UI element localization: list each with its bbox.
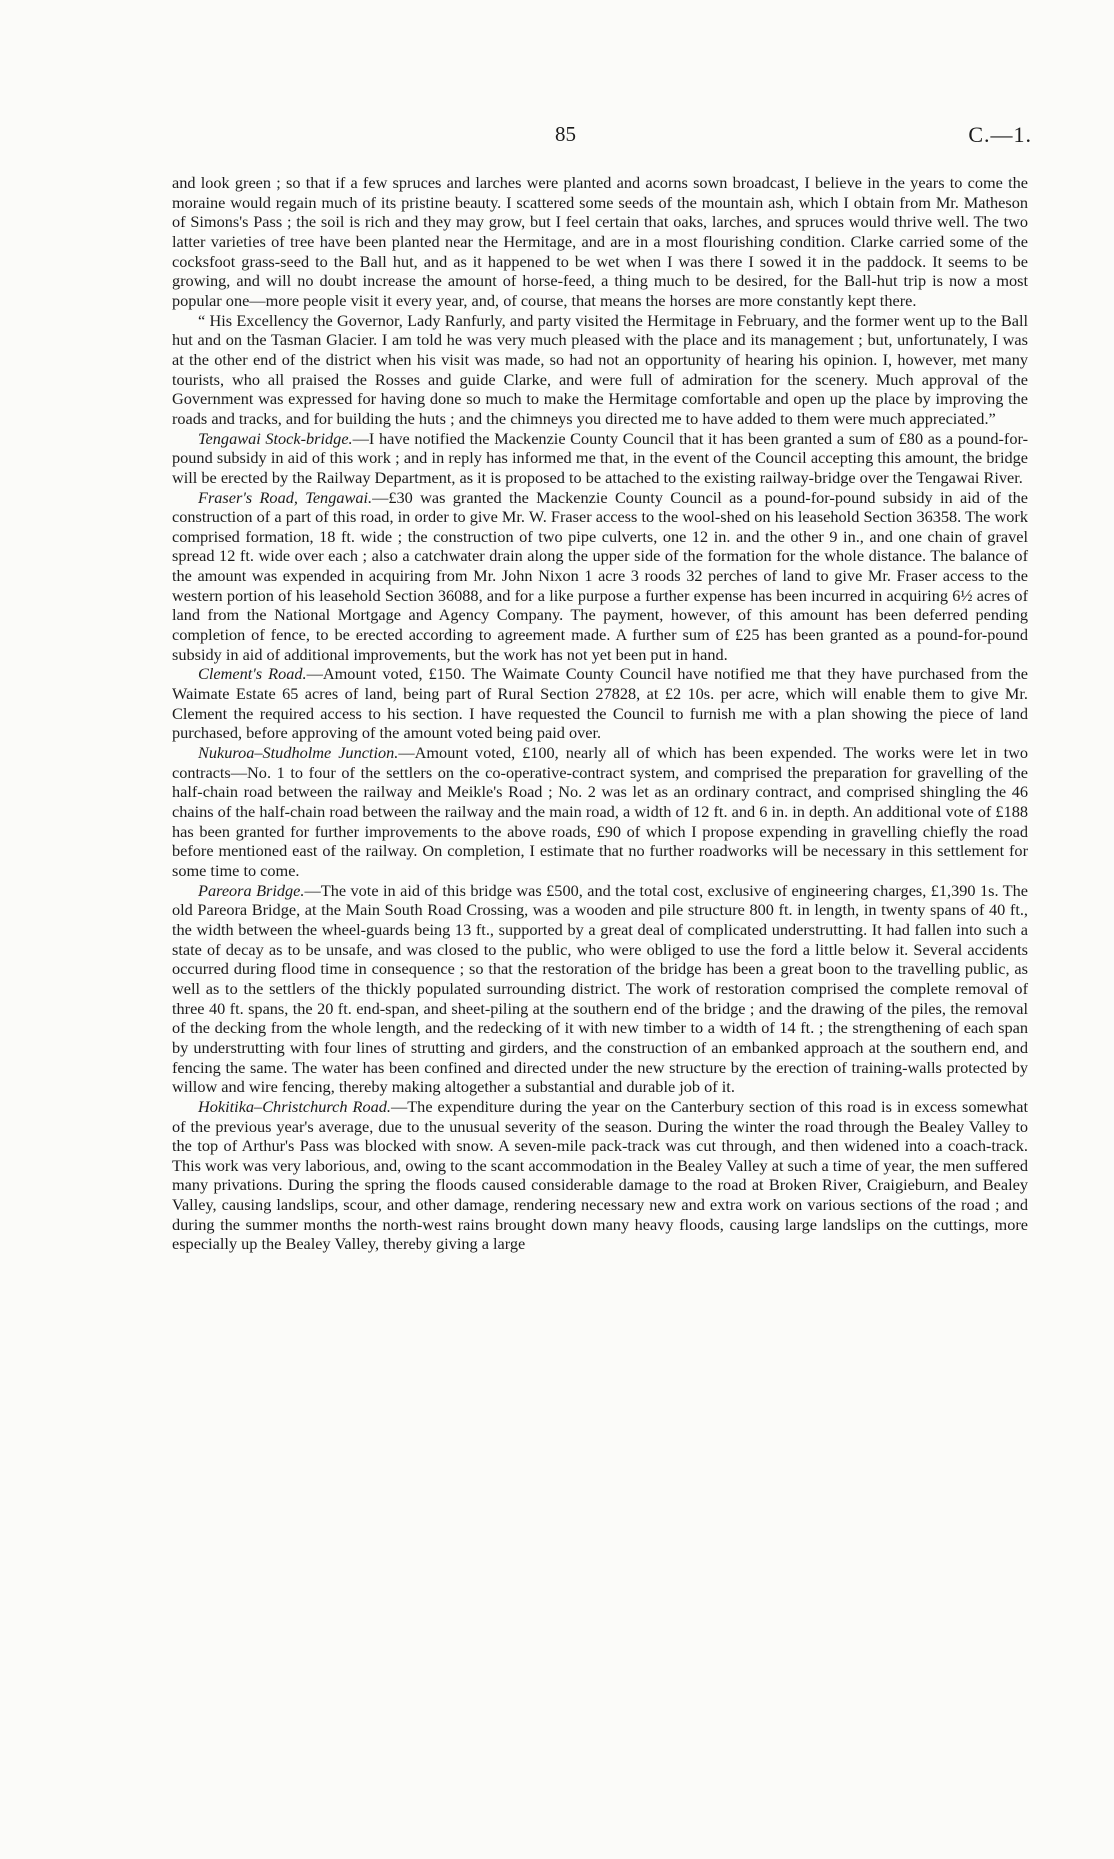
page-header (0, 122, 1114, 152)
body-text (172, 173, 1028, 1254)
paragraph-text: “ His Excellency the Governor, Lady Ranfurly, and party visited the Hermitage in February, and the former went up to the Ball hut and on the Tasman Glacier. I am told he was very much pleased with the place and its management ; but, unfortunately, I was at the other end of the district when his visit was made, so had not an opportunity of hearing his opinion. I, however, met many tourists, who all praised the Rosses and guide Clarke, and were full of admiration for the scenery. Much approval of the Government was expressed for having done so much to make the Hermitage comfortable and open up the place by improving the roads and tracks, and for building the huts ; and the chimneys you directed me to have added to them were much appreciated.” (172, 310, 1028, 428)
paragraph-hokitika-christchurch-road (172, 1097, 1028, 1254)
paragraph-heading: Clement's Road. (198, 664, 307, 684)
paragraph-frasers-road (172, 488, 1028, 665)
paragraph-text: and look green ; so that if a few spruces and larches were planted and acorns sown broadcast, I believe in the years to come the moraine would regain much of its pristine beauty. I scattered some seeds of the mountain ash, which I obtain from Mr. Matheson of Simons's Pass ; the soil is rich and they may grow, but I feel certain that oaks, larches, and spruces would thrive well. The two latter varieties of tree have been planted near the Hermitage, and are in a most flourishing condition. Clarke carried some of the cocksfoot grass-seed to the Ball hut, and as it happened to be wet when I was there I sowed it in the paddock. It seems to be growing, and will no doubt increase the amount of horse-feed, a thing much to be desired, for the Ball-hut trip is now a most popular one—more people visit it every year, and, of course, that means the horses are more constantly kept there. (172, 173, 1028, 310)
paragraph-text: —I have notified the Mackenzie County Council that it has been granted a sum of £80 as a pound-for-pound subsidy in aid of this work ; and in reply has informed me that, in the event of the Council accepting this amount, the bridge will be erected by the Railway Department, as it is proposed to be attached to the existing railway-bridge over the Tengawai River. (172, 428, 1028, 487)
paragraph-tengawai-stock-bridge (172, 429, 1028, 488)
document-reference: C.—1. (968, 122, 1032, 147)
page-number: 85 (555, 122, 576, 146)
paragraph-clements-road (172, 664, 1028, 743)
paragraph-pareora-bridge (172, 881, 1028, 1097)
paragraph-text: —Amount voted, £150. The Waimate County Council have notified me that they have purchased from the Waimate Estate 65 acres of land, being part of Rural Section 27828, at £2 10s. per acre, which will enable them to give Mr. Clement the required access to his section. I have requested the Council to furnish me with a plan showing the piece of land purchased, before approving of the amount voted being paid over. (172, 664, 1028, 743)
paragraph-heading: Nukuroa–Studholme Junction. (198, 743, 399, 763)
paragraph-text: —The vote in aid of this bridge was £500, and the total cost, exclusive of engineering charges, £1,390 1s. The old Pareora Bridge, at the Main South Road Crossing, was a wooden and pile structure 800 ft. in length, in twenty spans of 40 ft., the width between the wheel-guards being 13 ft., supported by a great deal of complicated understrutting. It had fallen into such a state of decay as to be unsafe, and was closed to the public, who were obliged to use the ford a little below it. Several accidents occurred during flood time in consequence ; so that the restoration of the bridge has been a great boon to the travelling public, as well as to the settlers of the thickly populated surrounding district. The work of restoration comprised the complete removal of three 40 ft. spans, the 20 ft. end-span, and sheet-piling at the southern end of the bridge ; and the drawing of the piles, the removal of the decking from the whole length, and the redecking of it with new timber to a width of 14 ft. ; the strengthening of each span by understrutting with four lines of strutting and girders, and the construction of an embanked approach at the southern end, and fencing the same. The water has been confined and directed under the new structure by the erection of training-walls protected by willow and wire fencing, thereby making altogether a substantial and durable job of it. (172, 880, 1028, 1097)
paragraph-text: —£30 was granted the Mackenzie County Council as a pound-for-pound subsidy in aid of the construction of a part of this road, in order to give Mr. W. Fraser access to the wool-shed on his leasehold Section 36358. The work comprised formation, 18 ft. wide ; the construction of two pipe culverts, one 12 in. and the other 9 in., and one chain of gravel spread 12 ft. wide over each ; also a catchwater drain along the upper side of the formation for the whole distance. The balance of the amount was expended in acquiring from Mr. John Nixon 1 acre 3 roods 32 perches of land to give Mr. Fraser access to the western portion of his leasehold Section 36088, and for a like purpose a further expense has been incurred in acquiring 6½ acres of land from the National Mortgage and Agency Company. The payment, however, of this amount has been deferred pending completion of fence, to be erected according to agreement made. A further sum of £25 has been granted as a pound-for-pound subsidy in aid of additional improvements, but the work has not yet been put in hand. (172, 487, 1028, 664)
paragraph-heading: Pareora Bridge. (198, 880, 305, 900)
paragraph-heading: Tengawai Stock-bridge. (198, 428, 353, 448)
paragraph-heading: Fraser's Road, Tengawai. (198, 487, 373, 507)
paragraph-governor-visit (172, 311, 1028, 429)
paragraph-nukuroa-studholme (172, 743, 1028, 881)
paragraph-text: —Amount voted, £100, nearly all of which has been expended. The works were let in two contracts—No. 1 to four of the settlers on the co-operative-contract system, and comprised the preparation for gravelling of the half-chain road between the railway and Meikle's Road ; No. 2 was let as an ordinary contract, and comprised shingling the 46 chains of the half-chain road between the railway and the main road, a width of 12 ft. and 6 in. in depth. An additional vote of £188 has been granted for further improvements to the above roads, £90 of which I propose expending in gravelling chiefly the road before mentioned east of the railway. On completion, I estimate that no further roadworks will be necessary in this settlement for some time to come. (172, 743, 1029, 880)
paragraph-moraine-planting (172, 173, 1028, 311)
paragraph-text: —The expenditure during the year on the Canterbury section of this road is in excess somewhat of the previous year's average, due to the unusual severity of the season. During the winter the road through the Bealey Valley to the top of Arthur's Pass was blocked with snow. A seven-mile pack-track was cut through, and then widened into a coach-track. This work was very laborious, and, owing to the scant accommodation in the Bealey Valley at such a time of year, the men suffered many privations. During the spring the floods caused considerable damage to the road at Broken River, Craigieburn, and Bealey Valley, causing landslips, scour, and other damage, rendering necessary new and extra work on various sections of the road ; and during the summer months the north-west rains brought down many heavy floods, causing large landslips on the cuttings, more especially up the Bealey Valley, thereby giving a large (172, 1096, 1028, 1254)
paragraph-heading: Hokitika–Christchurch Road. (198, 1096, 391, 1116)
